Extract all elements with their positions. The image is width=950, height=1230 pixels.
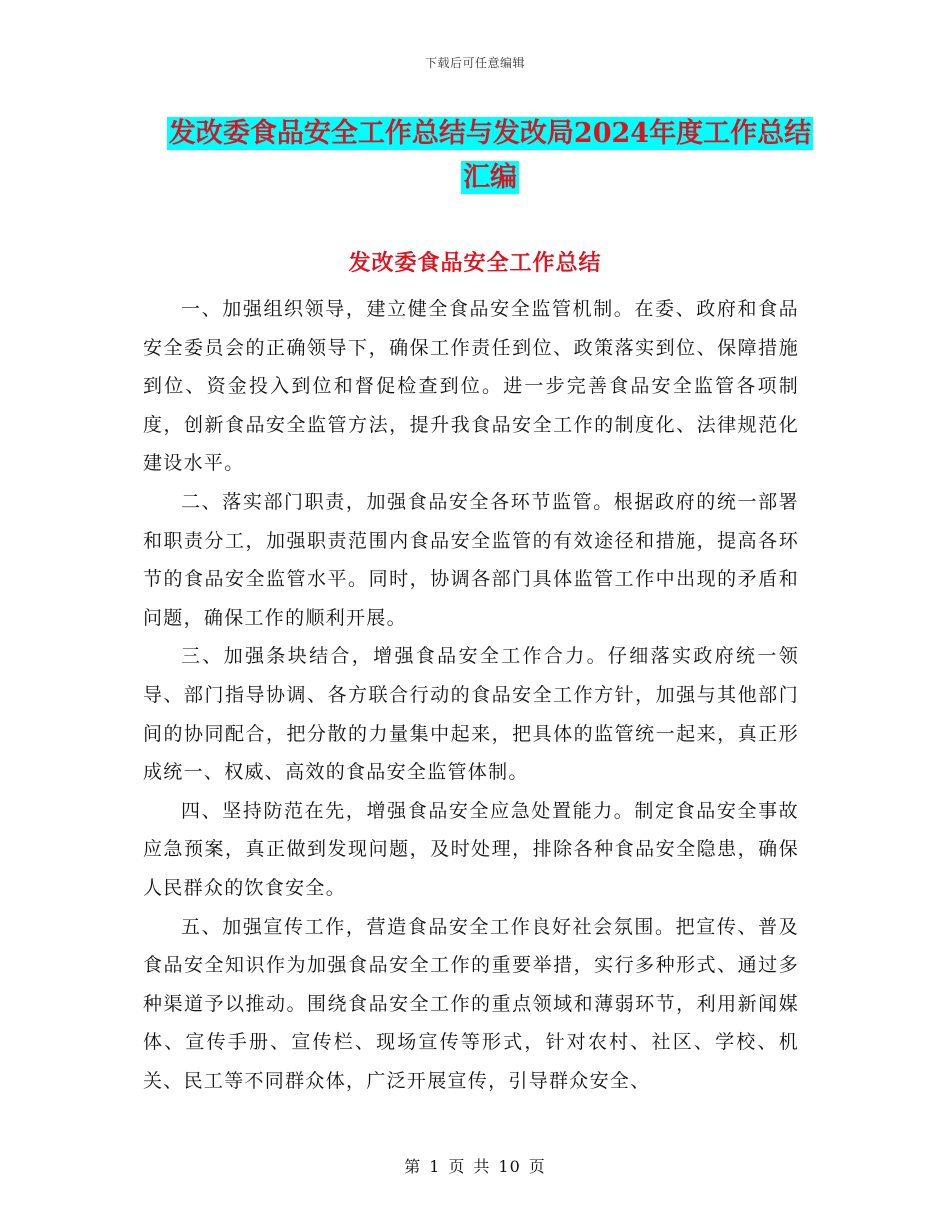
body-text — [143, 290, 799, 1100]
document-title-line-2: 汇编 — [463, 162, 517, 193]
document-title-line-1: 发改委食品安全工作总结与发改局2024年度工作总结 — [168, 118, 812, 149]
section-title: 发改委食品安全工作总结 — [348, 250, 602, 276]
header-note: 下载后可任意编辑 — [424, 56, 525, 70]
paragraph-2: 二、落实部门职责，加强食品安全各环节监管。根据政府的统一部署和职责分工，加强职责范围内食品安全监管的有效途径和措施，提高各环节的食品安全监管水平。同时，协调各部门具体监管工作中出现的矛盾和问题，确保工作的顺利开展。 — [143, 490, 799, 629]
paragraph-3: 三、加强条块结合，增强食品安全工作合力。仔细落实政府统一领导、部门指导协调、各方联合行动的食品安全工作方针，加强与其他部门间的协同配合，把分散的力量集中起来，把具体的监管统一起来，真正形成统一、权威、高效的食品安全监管体制。 — [143, 645, 799, 784]
page-footer — [0, 1154, 950, 1177]
footer-mid: 页 — [448, 1157, 466, 1176]
paragraph-4: 四、坚持防范在先，增强食品安全应急处置能力。制定食品安全事故应急预案，真正做到发现问题，及时处理，排除各种食品安全隐患，确保人民群众的饮食安全。 — [143, 799, 799, 899]
footer-total-prefix: 共 — [473, 1157, 491, 1176]
paragraph-1: 一、加强组织领导，建立健全食品安全监管机制。在委、政府和食品安全委员会的正确领导下，确保工作责任到位、政策落实到位、保障措施到位、资金投入到位和督促检查到位。进一步完善食品安全监管各项制度，创新食品安全监管方法，提升我食品安全工作的制度化、法律规范化建设水平。 — [143, 298, 799, 475]
document-title — [140, 112, 840, 200]
footer-suffix: 页 — [528, 1157, 546, 1176]
paragraph-5: 五、加强宣传工作，营造食品安全工作良好社会氛围。把宣传、普及食品安全知识作为加强食品安全工作的重要举措，实行多种形式、通过多种渠道予以推动。围绕食品安全工作的重点领域和薄弱环节，利用新闻媒体、宣传手册、宣传栏、现场宣传等形式，针对农村、社区、学校、机关、民工等不同群众体，广泛开展宣传，引导群众安全、 — [143, 915, 799, 1092]
footer-current-page: 1 — [429, 1157, 441, 1176]
footer-prefix: 第 — [404, 1157, 422, 1176]
footer-total-pages: 10 — [498, 1157, 521, 1176]
